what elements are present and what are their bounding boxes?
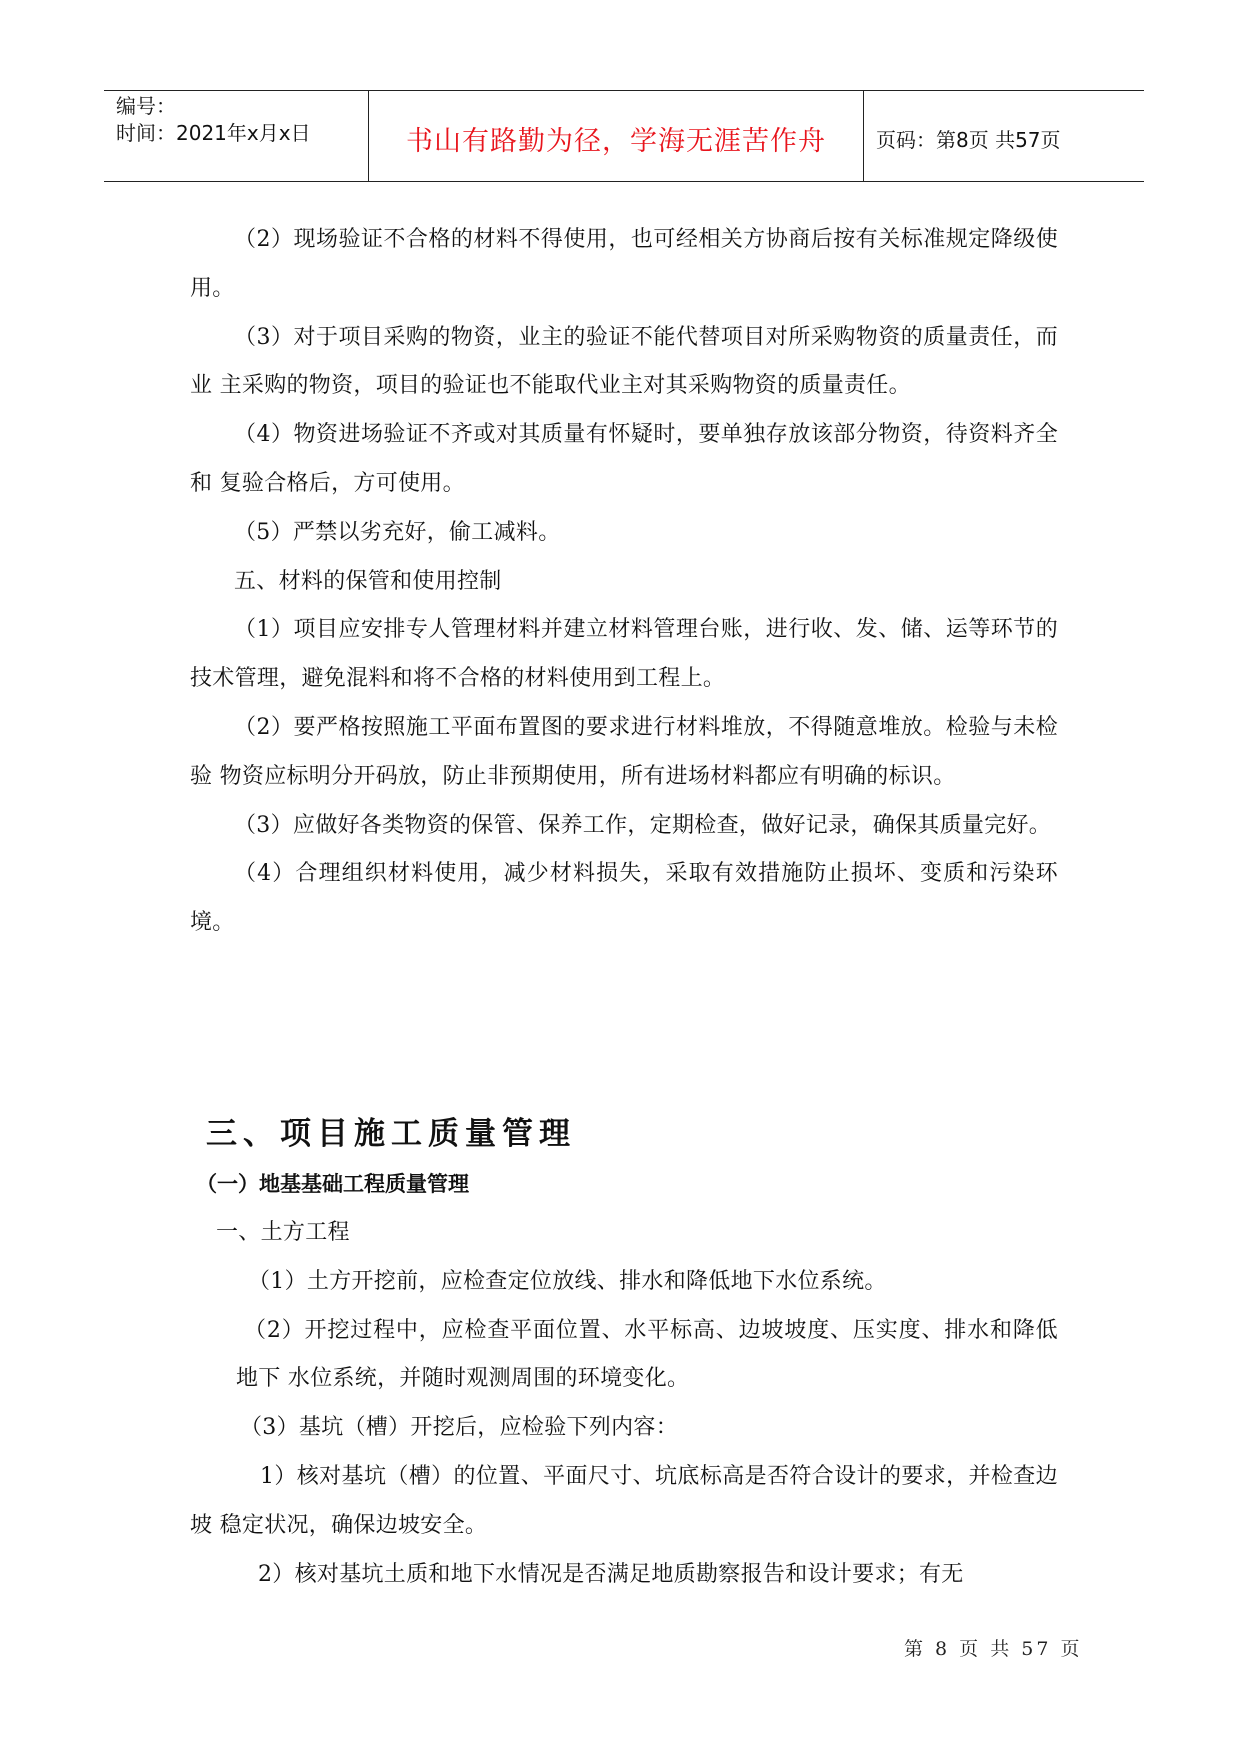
header-middle-cell [369, 91, 864, 181]
paragraph: （2）现场验证不合格的材料不得使用，也可经相关方协商后按有关标准规定降级使用。 [190, 227, 1058, 301]
item-heading: 一、土方工程 [216, 1220, 350, 1245]
header-motto: 书山有路勤为径，学海无涯苦作舟 [406, 126, 826, 157]
list-item: 2）核对基坑土质和地下水情况是否满足地质勘察报告和设计要求；有无 [258, 1561, 964, 1587]
paragraph: （4）物资进场验证不齐或对其质量有怀疑时，要单独存放该部分物资，待资料齐全和 复验合格后，方可使用。 [190, 422, 1058, 496]
paragraph-heading: 五、材料的保管和使用控制 [234, 568, 502, 594]
header-page-reference: 页码：第8页 共57页 [876, 128, 1061, 152]
paragraph: （3）对于项目采购的物资，业主的验证不能代替项目对所采购物资的质量责任，而业 主采购的物资，项目的验证也不能取代业主对其采购物资的质量责任。 [190, 324, 1058, 399]
paragraph: （5）严禁以劣充好，偷工减料。 [234, 519, 561, 545]
list-item: （2）开挖过程中，应检查平面位置、水平标高、边坡坡度、压实度、排水和降低地下 水位系统，并随时观测周围的环境变化。 [236, 1317, 1058, 1392]
subsection-title: （一）地基基础工程质量管理 [196, 1172, 469, 1196]
list-item: 1）核对基坑（槽）的位置、平面尺寸、坑底标高是否符合设计的要求，并检查边坡 稳定状况，确保边坡安全。 [190, 1463, 1058, 1538]
list-item: （3）基坑（槽）开挖后，应检验下列内容： [240, 1415, 678, 1441]
list-item: （1）土方开挖前，应检查定位放线、排水和降低地下水位系统。 [248, 1268, 887, 1294]
page-footer: 第 8 页 共 57 页 [904, 1638, 1083, 1660]
paragraph: （3）应做好各类物资的保管、保养工作，定期检查，做好记录，确保其质量完好。 [234, 812, 1052, 838]
paragraph: （1）项目应安排专人管理材料并建立材料管理台账，进行收、发、储、运等环节的技术管理，避免混料和将不合格的材料使用到工程上。 [190, 617, 1058, 692]
section-title: 三、项目施工质量管理 [206, 1116, 576, 1152]
paragraph: （2）要严格按照施工平面布置图的要求进行材料堆放，不得随意堆放。检验与未检验 物资应标明分开码放，防止非预期使用，所有进场材料都应有明确的标识。 [190, 714, 1058, 789]
document-time-label: 时间：2021年x月x日 [116, 121, 311, 145]
body-text [190, 216, 1058, 948]
header-left-cell [104, 91, 369, 181]
header-right-cell [864, 91, 1144, 181]
page-header [104, 90, 1144, 182]
section-two-body [190, 1209, 1058, 1599]
document-number-label: 编号： [116, 94, 176, 118]
paragraph: （4）合理组织材料使用，减少材料损失，采取有效措施防止损坏、变质和污染环境。 [190, 861, 1058, 936]
